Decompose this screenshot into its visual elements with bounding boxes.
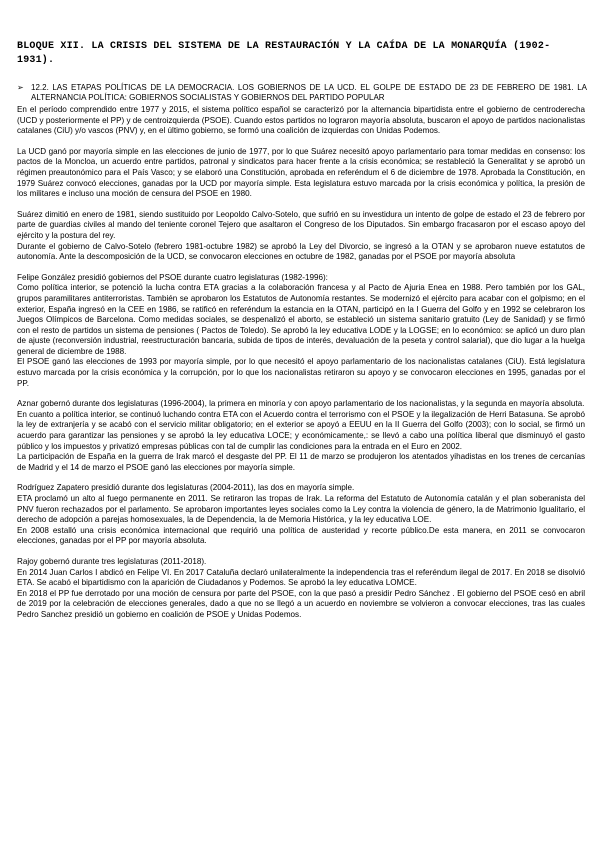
paragraph: Felipe González presidió gobiernos del PSOE durante cuatro legislaturas (1982-1996): (17, 272, 328, 282)
paragraph: La UCD ganó por mayoría simple en las elecciones de junio de 1977, por lo que Suárez necesitó apoyo parlamentario para tomar medidas en consenso: los pactos de la Moncloa, un acuerdo entre partidos, patronal y sindicatos para hacer frente a la crisis económica; se restableció la Generalitat y se aprobó un régimen preautonómico para el País Vasco; y se elaboró una Constitución, aprobada en referéndum el 6 de diciembre de 1978. Aprobada la Constitución, en 1979 Suárez convocó elecciones, ganadas por la UCD por mayoría simple. Esta legislatura estuvo marcada por la crisis económica y política, la presión de los militares e incluso una moción de censura del PSOE en 1980. (17, 146, 585, 199)
paragraph-spacer (17, 547, 585, 557)
paragraph: En el período comprendido entre 1977 y 2015, el sistema político español se caracterizó por la alternancia bipartidista entre el gobierno de centroderecha (UCD y posteriormente el PP) y de centroizquierda (PSOE). Cuando estos partidos no lograron mayoría absoluta, buscaron el apoyo de partidos nacionalistas catalanes (CiU) y/o vascos (PNV) y, en el último gobierno, se formó una coalición de izquierdas con Unidas Podemos. (17, 105, 585, 136)
paragraph: La participación de España en la guerra de Irak marcó el desgaste del PP. El 11 de marzo se produjeron los atentados yihadistas en los trenes de cercanías de Madrid y el 14 de marzo el PSOE ganó las elecciones por mayoría simple. (17, 452, 585, 472)
paragraph: En 2018 el PP fue derrotado por una moción de censura por parte del PSOE, con la que pasó a presidir Pedro Sánchez . El gobierno del PSOE cesó en abril de 2019 por la celebración de elecciones generales, dado a que no se llegó a un acuerdo en noviembre se volvieron a convocar elecciones, tras las cuales Pedro Sanchez presidió un gobierno en coalición de PSOE y Unidas Podemos. (17, 588, 585, 619)
paragraph: En 2008 estalló una crisis económica internacional que requirió una política de austeridad y recorte público.De esta manera, en 2011 se convocaron elecciones, ganadas por el PP por mayoría absoluta. (17, 525, 585, 546)
section-heading-block (17, 83, 587, 103)
paragraph: El PSOE ganó las elecciones de 1993 por mayoría simple, por lo que necesitó el apoyo parlamentario de los nacionalistas catalanes (CiU). Está legislatura estuvo marcada por la crisis económica y la corrupción, por lo que los nacionalistas retiraron su apoyo y se convocaron elecciones en 1995, ganadas por el PP. (17, 357, 585, 388)
paragraph: En 2014 Juan Carlos I abdicó en Felipe VI. En 2017 Cataluña declaró unilateralmente la independencia tras el referéndum ilegal de 2017. En 2018 se disolvió ETA. Se acabó el bipartidismo con la aparición de Ciudadanos y Podemos. Se aprobó la ley educativa LOMCE. (17, 567, 585, 588)
paragraph-spacer (17, 389, 585, 399)
paragraph: En cuanto a política interior, se continuó luchando contra ETA con el Acuerdo contra el terrorismo con el PSOE y la ilegalización de Herri Batasuna. Se aprobó la ley de extranjería y se acabó con el servicio militar obligatorio; en el exterior se apoyó a EEUU en la II Guerra del Golfo (2003); con lo social, se firmó un acuerdo para garantizar las pensiones y se aprobó la ley educativa LOCE; y económicamente,: se llevó a cabo una política liberal que disminuyó el gasto público y los impuestos y privatizó empresas públicas con tal de cumplir las condiciones para la entrada en el Euro en 2002. (17, 409, 585, 451)
paragraph: Suárez dimitió en enero de 1981, siendo sustituido por Leopoldo Calvo-Sotelo, que sufrió en su investidura un intento de golpe de estado el 23 de febrero por parte de guardias civiles al mando del teniente coronel Tejero que asaltaron el Congreso de los Diputados. Sin embargo fracasaron por el escaso apoyo del ejército y la postura del rey. (17, 209, 585, 240)
document-title: BLOQUE XII. LA CRISIS DEL SISTEMA DE LA RESTAURACIÓN Y LA CAÍDA DE LA MONARQUÍA (1902-1931). (17, 41, 551, 66)
arrow-bullet-icon: ➢ (17, 83, 24, 92)
paragraph: ETA proclamó un alto al fuego permanente en 2011. Se retiraron las tropas de Irak. La reforma del Estatuto de Autonomía catalán y el plan soberanista del PNV fueron rechazados por el parlamento. Se aprobaron importantes leyes sociales como la Ley contra la violencia de género, la de Matrimonio Igualitario, el derecho de adopción a parejas homosexuales, la de Dependencia, la de Memoria Histórica, y la ley educativa LOE. (17, 494, 585, 525)
section-heading: 12.2. LAS ETAPAS POLÍTICAS DE LA DEMOCRACIA. LOS GOBIERNOS DE LA UCD. EL GOLPE DE ESTADO DE 23 DE FEBRERO DE 1981. LA ALTERNANCIA POLÍTICA: GOBIERNOS SOCIALISTAS Y GOBIERNOS DEL PARTIDO POPULAR (31, 83, 587, 102)
paragraph: Aznar gobernó durante dos legislaturas (1996-2004), la primera en minoría y con apoyo parlamentario de los nacionalistas, y la segunda en mayoría absoluta. (17, 399, 585, 409)
paragraph-spacer (17, 263, 585, 273)
paragraph: Rajoy gobernó durante tres legislaturas (2011-2018). (17, 556, 207, 566)
paragraph: Como política interior, se potenció la lucha contra ETA gracias a la colaboración francesa y al Pacto de Ajuria Enea en 1988. Pero también por los GAL, grupos paramilitares antiterroristas. También se aprobaron los Estatutos de Autonomía restantes. Se modernizó el ejército para acabar con el golpismo; en el exterior, España ingresó en la CEE en 1986, se ratificó en referéndum la estancia en la OTAN, participó en la I Guerra del Golfo y en 1992 se celebraron los Juegos Olímpicos de Barcelona. Como medidas sociales, se despenalizó el aborto, se estableció un sistema sanitario gratuito (Ley de Sanidad) y se firmó con el resto de partidos un sistema de pensiones ( Pactos de Toledo). Se aprobó la ley educativa LODE y la LOGSE; en lo económico: se aplicó un duro plan de ajuste (reconversión industrial, reestructuración bancaria, subida de tipos de interés, devaluación de la peseta y control salarial), que dio lugar a la huelga general de diciembre de 1988. (17, 283, 585, 356)
paragraph-spacer (17, 137, 585, 147)
document-body (17, 105, 585, 621)
paragraph: Rodríguez Zapatero presidió durante dos legislaturas (2004-2011), las dos en mayoría simple. (17, 483, 355, 493)
paragraph-spacer (17, 200, 585, 210)
paragraph: Durante el gobierno de Calvo-Sotelo (febrero 1981-octubre 1982) se aprobó la Ley del Divorcio, se ingresó a la OTAN y se aprobaron nueve estatutos de autonomía. Ante la descomposición de la UCD, se convocaron elecciones en octubre de 1982, ganadas por el PSOE por mayoría absoluta (17, 241, 585, 262)
paragraph-spacer (17, 473, 585, 483)
